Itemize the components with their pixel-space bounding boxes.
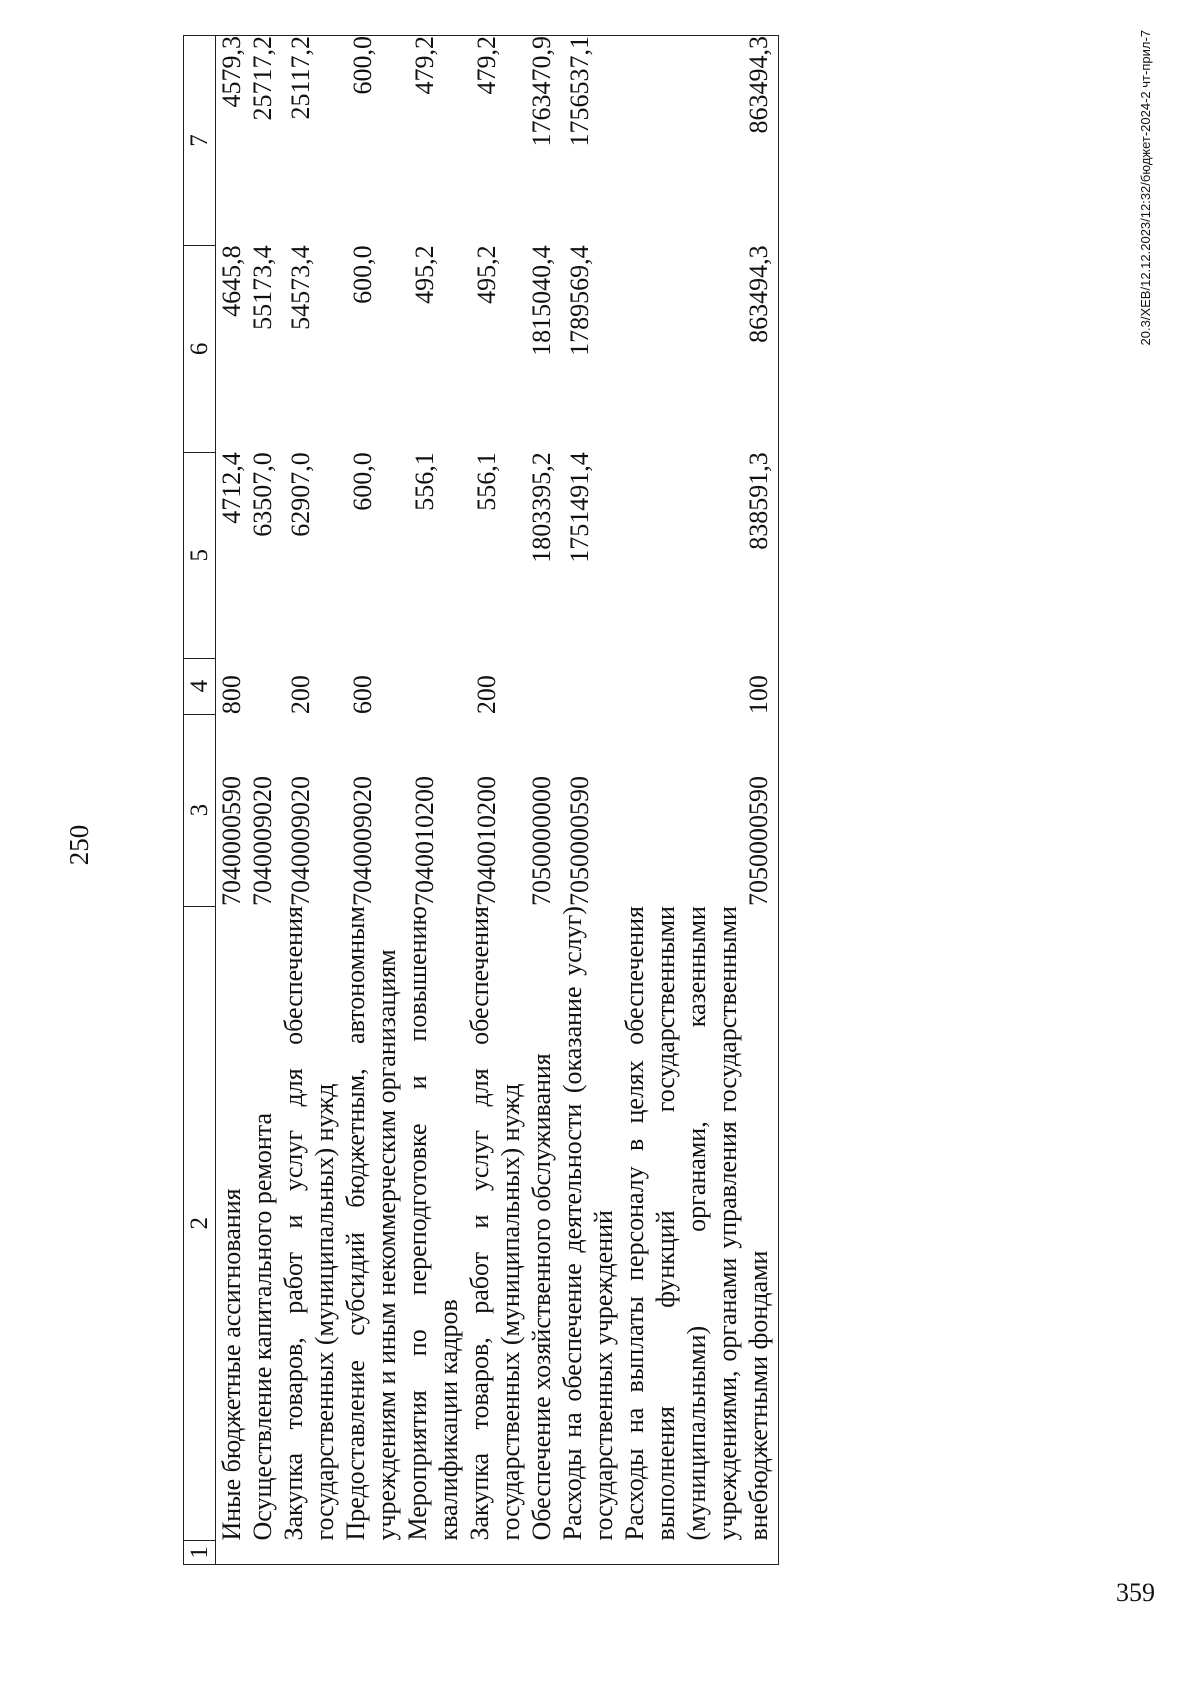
row-value-6: 1789569,4 (565, 245, 594, 356)
row-code: 7040009020 (348, 776, 377, 907)
row-value-7: 4579,3 (216, 36, 248, 246)
table-row (340, 36, 402, 1565)
row-value-6: 55173,4 (248, 245, 277, 330)
document-footer-code: 20.3/XEB/12.12.2023/12:32/бюджет-2024-2 чт-прил-7 (1138, 30, 1153, 346)
row-kind (526, 658, 557, 714)
row-name: Расходы на выплаты персоналу в целях обеспечения выполнения функций государственными (муниципальными) органами, казенными учреждениями, органами управления государственными внебюджетными фондами (619, 906, 779, 1540)
table-header-row (184, 36, 216, 1565)
row-name: Мероприятия по переподготовке и повышению квалификации кадров (403, 906, 463, 1541)
page-number: 250 (64, 824, 94, 866)
row-value-7: 479,2 (402, 36, 464, 246)
row-kind (557, 658, 619, 714)
row-kind: 200 (472, 675, 501, 715)
row-kind (247, 658, 278, 714)
row-value-6: 54573,4 (286, 245, 315, 330)
row-value-7: 25717,2 (247, 36, 278, 246)
row-value-5: 63507,0 (248, 452, 277, 537)
row-value-7: 479,2 (464, 36, 526, 246)
row-value-7: 25117,2 (278, 36, 340, 246)
row-code: 7050000000 (527, 776, 556, 907)
table-row (278, 36, 340, 1565)
header-cell: 7 (184, 36, 216, 246)
sheet-number: 359 (1116, 1578, 1155, 1607)
table-row (619, 36, 779, 1565)
row-value-5: 556,1 (410, 452, 439, 511)
row-value-5: 1751491,4 (565, 452, 594, 563)
budget-table (183, 35, 779, 1565)
row-value-7: 863494,3 (619, 36, 779, 246)
row-kind: 600 (348, 675, 377, 715)
row-code: 7040000590 (217, 776, 246, 907)
row-code: 7050000590 (565, 776, 594, 907)
row-value-5: 4712,4 (217, 452, 246, 524)
row-value-5: 600,0 (348, 452, 377, 511)
row-value-7: 1756537,1 (557, 36, 619, 246)
row-code: 7040010200 (472, 776, 501, 907)
row-name: Обеспечение хозяйственного обслуживания (527, 1053, 556, 1541)
row-value-7: 600,0 (340, 36, 402, 246)
row-value-6: 863494,3 (619, 245, 779, 452)
row-name: Закупка товаров, работ и услуг для обеспечения государственных (муниципальных) нужд (279, 906, 339, 1541)
table-row (247, 36, 278, 1565)
row-name: Предоставление субсидий бюджетным, автономным учреждениям и иным некоммерческим организациям (341, 906, 401, 1541)
row-value-5: 838591,3 (619, 452, 779, 658)
table-row (402, 36, 464, 1565)
row-code: 7040010200 (410, 776, 439, 907)
row-code: 7050000590 (619, 714, 779, 906)
row-value-6: 495,2 (410, 245, 439, 304)
row-value-5: 556,1 (472, 452, 501, 511)
row-value-6: 600,0 (348, 245, 377, 304)
row-value-7: 1763470,9 (526, 36, 557, 246)
header-cell: 2 (184, 906, 216, 1540)
header-cell: 3 (184, 714, 216, 906)
header-cell: 6 (184, 245, 216, 452)
row-name: Закупка товаров, работ и услуг для обеспечения государственных (муниципальных) нужд (465, 906, 525, 1541)
header-cell: 5 (184, 452, 216, 658)
row-code: 7040009020 (286, 776, 315, 907)
row-kind: 100 (619, 658, 779, 714)
row-kind: 800 (217, 675, 246, 715)
row-kind (402, 658, 464, 714)
row-value-6: 4645,8 (217, 245, 246, 317)
row-code: 7040009020 (248, 776, 277, 907)
table-row (216, 36, 248, 1565)
table-row (464, 36, 526, 1565)
table-row (526, 36, 557, 1565)
row-name: Иные бюджетные ассигнования (217, 1188, 246, 1541)
row-kind: 200 (286, 675, 315, 715)
row-name: Расходы на обеспечение деятельности (оказание услуг) государственных учреждений (558, 906, 618, 1541)
row-value-6: 1815040,4 (527, 245, 556, 356)
header-cell: 4 (184, 658, 216, 714)
header-cell: 1 (184, 1541, 216, 1565)
row-name: Осуществление капитального ремонта (248, 1113, 277, 1541)
row-value-5: 1803395,2 (527, 452, 556, 563)
row-value-5: 62907,0 (286, 452, 315, 537)
table-row (557, 36, 619, 1565)
row-value-6: 495,2 (472, 245, 501, 304)
